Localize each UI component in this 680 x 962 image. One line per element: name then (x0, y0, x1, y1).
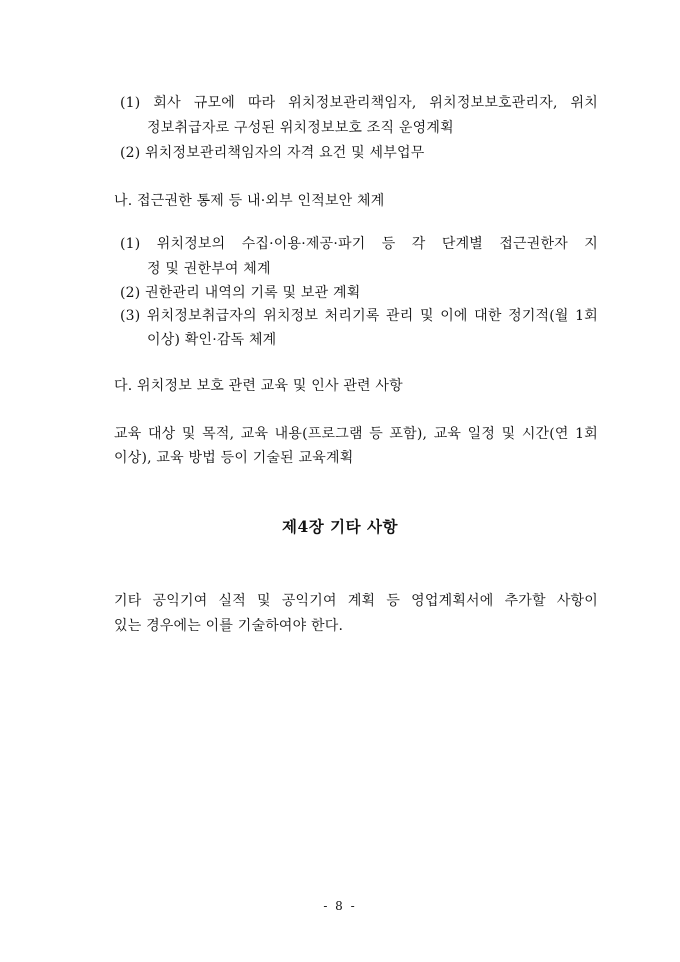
da-para-line1: 교육 대상 및 목적, 교육 내용(프로그램 등 포함), 교육 일정 및 시간(연 1회 (114, 426, 598, 442)
na-item2: (2) 권한관리 내역의 기록 및 보관 계획 (120, 285, 361, 301)
da-title: 다. 위치정보 보호 관련 교육 및 인사 관련 사항 (114, 378, 403, 394)
na-title: 나. 접근권한 통제 등 내·외부 인적보안 체계 (114, 193, 385, 209)
na-item1-line1: (1) 위치정보의 수집·이용·제공·파기 등 각 단계별 접근권한자 지 (120, 236, 598, 252)
page-number: - 8 - (323, 899, 357, 913)
chapter4-para-line1: 기타 공익기여 실적 및 공익기여 계획 등 영업계획서에 추가할 사항이 (114, 593, 598, 609)
na-item3-line2: 이상) 확인·감독 체계 (147, 332, 277, 348)
ga-item1-line1: (1) 회사 규모에 따라 위치정보관리책임자, 위치정보보호관리자, 위치 (120, 95, 598, 111)
chapter-heading: 제4장 기타 사항 (282, 517, 398, 536)
ga-item2: (2) 위치정보관리책임자의 자격 요건 및 세부업무 (120, 145, 425, 161)
na-item3-line1: (3) 위치정보취급자의 위치정보 처리기록 관리 및 이에 대한 정기적(월 1회 (120, 308, 598, 324)
chapter4-para-line2: 있는 경우에는 이를 기술하여야 한다. (114, 618, 344, 634)
da-para-line2: 이상), 교육 방법 등이 기술된 교육계획 (114, 450, 354, 466)
ga-item1-line2: 정보취급자로 구성된 위치정보보호 조직 운영계획 (147, 120, 454, 136)
na-item1-line2: 정 및 권한부여 체계 (147, 261, 271, 277)
